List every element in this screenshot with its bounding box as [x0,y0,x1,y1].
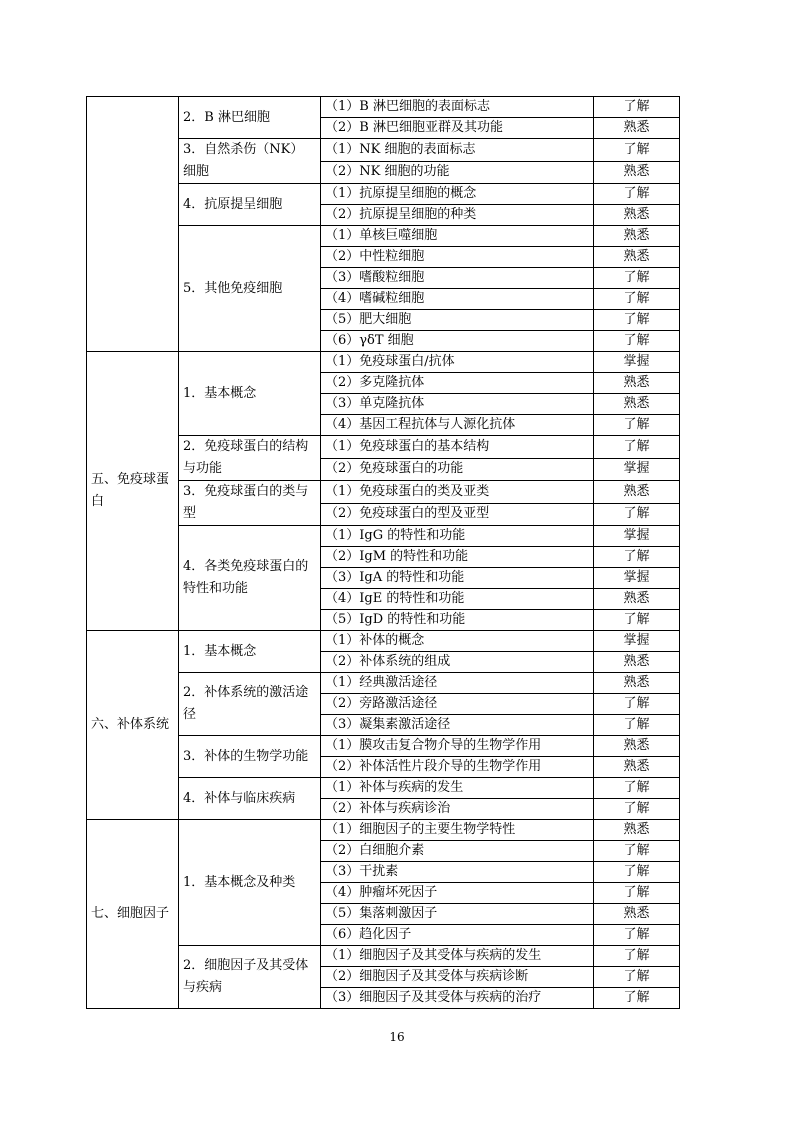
subsection-title: 3．补体的生物学功能 [179,736,321,778]
item-level: 掌握 [594,352,680,373]
item-level: 熟悉 [594,652,680,673]
item-content: （5）IgD 的特性和功能 [321,610,594,631]
subsection-title: 1．基本概念 [179,352,321,436]
item-level: 熟悉 [594,226,680,247]
item-content: （1）细胞因子的主要生物学特性 [321,820,594,841]
item-level: 熟悉 [594,394,680,415]
subsection-title: 2．细胞因子及其受体与疾病 [179,946,321,1009]
item-level: 了解 [594,694,680,715]
item-content: （3）凝集素激活途径 [321,715,594,736]
subsection-title: 2．免疫球蛋白的结构与功能 [179,436,321,481]
section-title: 七、细胞因子 [87,820,179,1009]
item-content: （2）中性粒细胞 [321,247,594,268]
item-content: （1）细胞因子及其受体与疾病的发生 [321,946,594,967]
item-content: （2）NK 细胞的功能 [321,161,594,184]
item-content: （2）免疫球蛋白的型及亚型 [321,503,594,526]
item-content: （1）补体的概念 [321,631,594,652]
item-level: 了解 [594,715,680,736]
table-row [87,820,680,841]
item-level: 了解 [594,331,680,352]
item-content: （2）B 淋巴细胞亚群及其功能 [321,118,594,139]
item-content: （4）嗜碱粒细胞 [321,289,594,310]
item-level: 了解 [594,310,680,331]
item-content: （1）经典激活途径 [321,673,594,694]
item-level: 熟悉 [594,118,680,139]
item-level: 熟悉 [594,736,680,757]
subsection-title: 5．其他免疫细胞 [179,226,321,352]
item-level: 了解 [594,268,680,289]
syllabus-table-body [87,97,680,1009]
section-title: 六、补体系统 [87,631,179,820]
section-title [87,97,179,352]
item-content: （4）IgE 的特性和功能 [321,589,594,610]
item-level: 熟悉 [594,247,680,268]
item-content: （3）嗜酸粒细胞 [321,268,594,289]
item-content: （2）IgM 的特性和功能 [321,547,594,568]
item-content: （1）免疫球蛋白/抗体 [321,352,594,373]
item-level: 了解 [594,883,680,904]
item-content: （2）旁路激活途径 [321,694,594,715]
item-level: 熟悉 [594,161,680,184]
item-level: 掌握 [594,458,680,481]
section-title: 五、免疫球蛋白 [87,352,179,631]
item-level: 熟悉 [594,373,680,394]
item-content: （6）趋化因子 [321,925,594,946]
item-level: 掌握 [594,526,680,547]
item-level: 了解 [594,547,680,568]
item-content: （2）补体系统的组成 [321,652,594,673]
syllabus-table [86,96,680,1009]
item-content: （4）肿瘤坏死因子 [321,883,594,904]
subsection-title: 2．补体系统的激活途径 [179,673,321,736]
item-level: 了解 [594,925,680,946]
subsection-title: 4．各类免疫球蛋白的特性和功能 [179,526,321,631]
item-content: （3）细胞因子及其受体与疾病的治疗 [321,988,594,1009]
page-number: 16 [389,1030,405,1044]
item-level: 了解 [594,289,680,310]
item-content: （5）肥大细胞 [321,310,594,331]
item-content: （2）补体活性片段介导的生物学作用 [321,757,594,778]
item-content: （2）抗原提呈细胞的种类 [321,205,594,226]
item-content: （5）集落刺激因子 [321,904,594,925]
item-level: 了解 [594,841,680,862]
item-level: 了解 [594,436,680,459]
item-level: 了解 [594,988,680,1009]
item-content: （2）免疫球蛋白的功能 [321,458,594,481]
table-row [87,352,680,373]
item-level: 熟悉 [594,904,680,925]
subsection-title: 4．补体与临床疾病 [179,778,321,820]
item-content: （3）干扰素 [321,862,594,883]
item-level: 了解 [594,97,680,118]
item-level: 了解 [594,946,680,967]
item-level: 了解 [594,610,680,631]
item-content: （4）基因工程抗体与人源化抗体 [321,415,594,436]
item-level: 了解 [594,184,680,205]
item-content: （6）γδT 细胞 [321,331,594,352]
item-content: （1）免疫球蛋白的基本结构 [321,436,594,459]
item-level: 掌握 [594,568,680,589]
item-content: （1）膜攻击复合物介导的生物学作用 [321,736,594,757]
item-level: 熟悉 [594,205,680,226]
subsection-title: 4．抗原提呈细胞 [179,184,321,226]
table-row [87,631,680,652]
item-level: 熟悉 [594,481,680,504]
item-level: 了解 [594,778,680,799]
item-level: 了解 [594,503,680,526]
table-row [87,97,680,118]
subsection-title: 1．基本概念 [179,631,321,673]
item-level: 了解 [594,967,680,988]
item-content: （3）单克隆抗体 [321,394,594,415]
item-content: （2）补体与疾病诊治 [321,799,594,820]
item-content: （1）NK 细胞的表面标志 [321,139,594,162]
item-content: （1）B 淋巴细胞的表面标志 [321,97,594,118]
item-level: 掌握 [594,631,680,652]
item-content: （2）白细胞介素 [321,841,594,862]
item-level: 了解 [594,799,680,820]
item-level: 熟悉 [594,820,680,841]
item-content: （2）多克隆抗体 [321,373,594,394]
item-content: （1）单核巨噬细胞 [321,226,594,247]
item-content: （1）IgG 的特性和功能 [321,526,594,547]
item-level: 熟悉 [594,757,680,778]
subsection-title: 2．B 淋巴细胞 [179,97,321,139]
item-level: 熟悉 [594,589,680,610]
item-content: （3）IgA 的特性和功能 [321,568,594,589]
item-level: 了解 [594,139,680,162]
item-content: （1）抗原提呈细胞的概念 [321,184,594,205]
subsection-title: 1．基本概念及种类 [179,820,321,946]
item-content: （2）细胞因子及其受体与疾病诊断 [321,967,594,988]
item-content: （1）免疫球蛋白的类及亚类 [321,481,594,504]
subsection-title: 3．免疫球蛋白的类与型 [179,481,321,526]
subsection-title: 3．自然杀伤（NK）细胞 [179,139,321,184]
item-content: （1）补体与疾病的发生 [321,778,594,799]
item-level: 了解 [594,415,680,436]
item-level: 熟悉 [594,673,680,694]
item-level: 了解 [594,862,680,883]
